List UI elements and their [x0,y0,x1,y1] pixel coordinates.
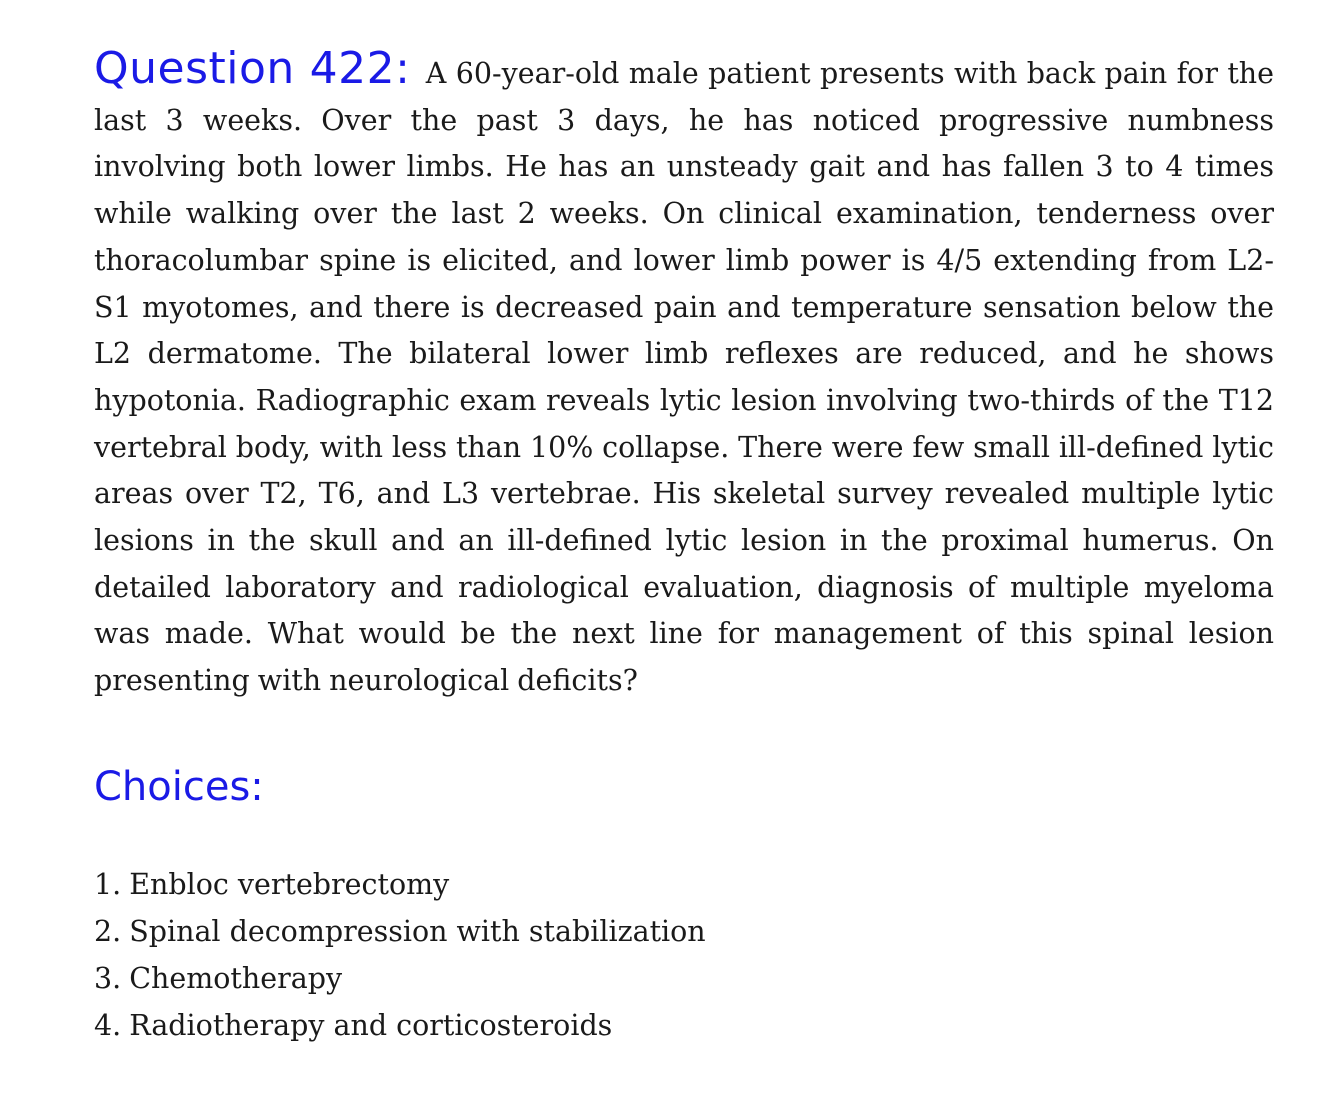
choices-list [94,861,706,1049]
choice-number: 3. [94,962,122,995]
choice-text: Spinal decompression with stabilization [129,915,706,948]
choices-heading: Choices: [94,764,264,810]
choice-item-4 [94,1002,706,1049]
question-page [94,43,1274,1042]
choice-item-1 [94,861,706,908]
choice-text: Chemotherapy [129,962,343,995]
choice-text: Enbloc vertebrectomy [129,868,450,901]
question-paragraph [94,43,1274,705]
choice-number: 4. [94,1009,122,1042]
question-text: A 60-year-old male patient presents with back pain for the last 3 weeks. Over the past 3 days, he has noticed progressive numbness involving both lower limbs. He has an unsteady gait and has fallen 3 to 4 times while walking over the last 2 weeks. On clinical examination, tenderness over thoracolumbar spine is elicited, and lower limb power is 4/5 extending from L2-S1 myotomes, and there is decreased pain and temperature sensation below the L2 dermatome. The bilateral lower limb reflexes are reduced, and he shows hypotonia. Radiographic exam reveals lytic lesion involving two-thirds of the T12 vertebral body, with less than 10% collapse. There were few small ill-defined lytic areas over T2, T6, and L3 vertebrae. His skeletal survey revealed multiple lytic lesions in the skull and an ill-defined lytic lesion in the proximal humerus. On detailed laboratory and radiological evaluation, diagnosis of multiple myeloma was made. What would be the next line for management of this spinal lesion presenting with neurological deficits? [94,57,1274,698]
choice-item-2 [94,908,706,955]
choice-number: 1. [94,868,122,901]
choice-text: Radiotherapy and corticosteroids [129,1009,613,1042]
question-label: Question 422: [94,43,411,94]
choice-item-3 [94,955,706,1002]
choice-number: 2. [94,915,122,948]
